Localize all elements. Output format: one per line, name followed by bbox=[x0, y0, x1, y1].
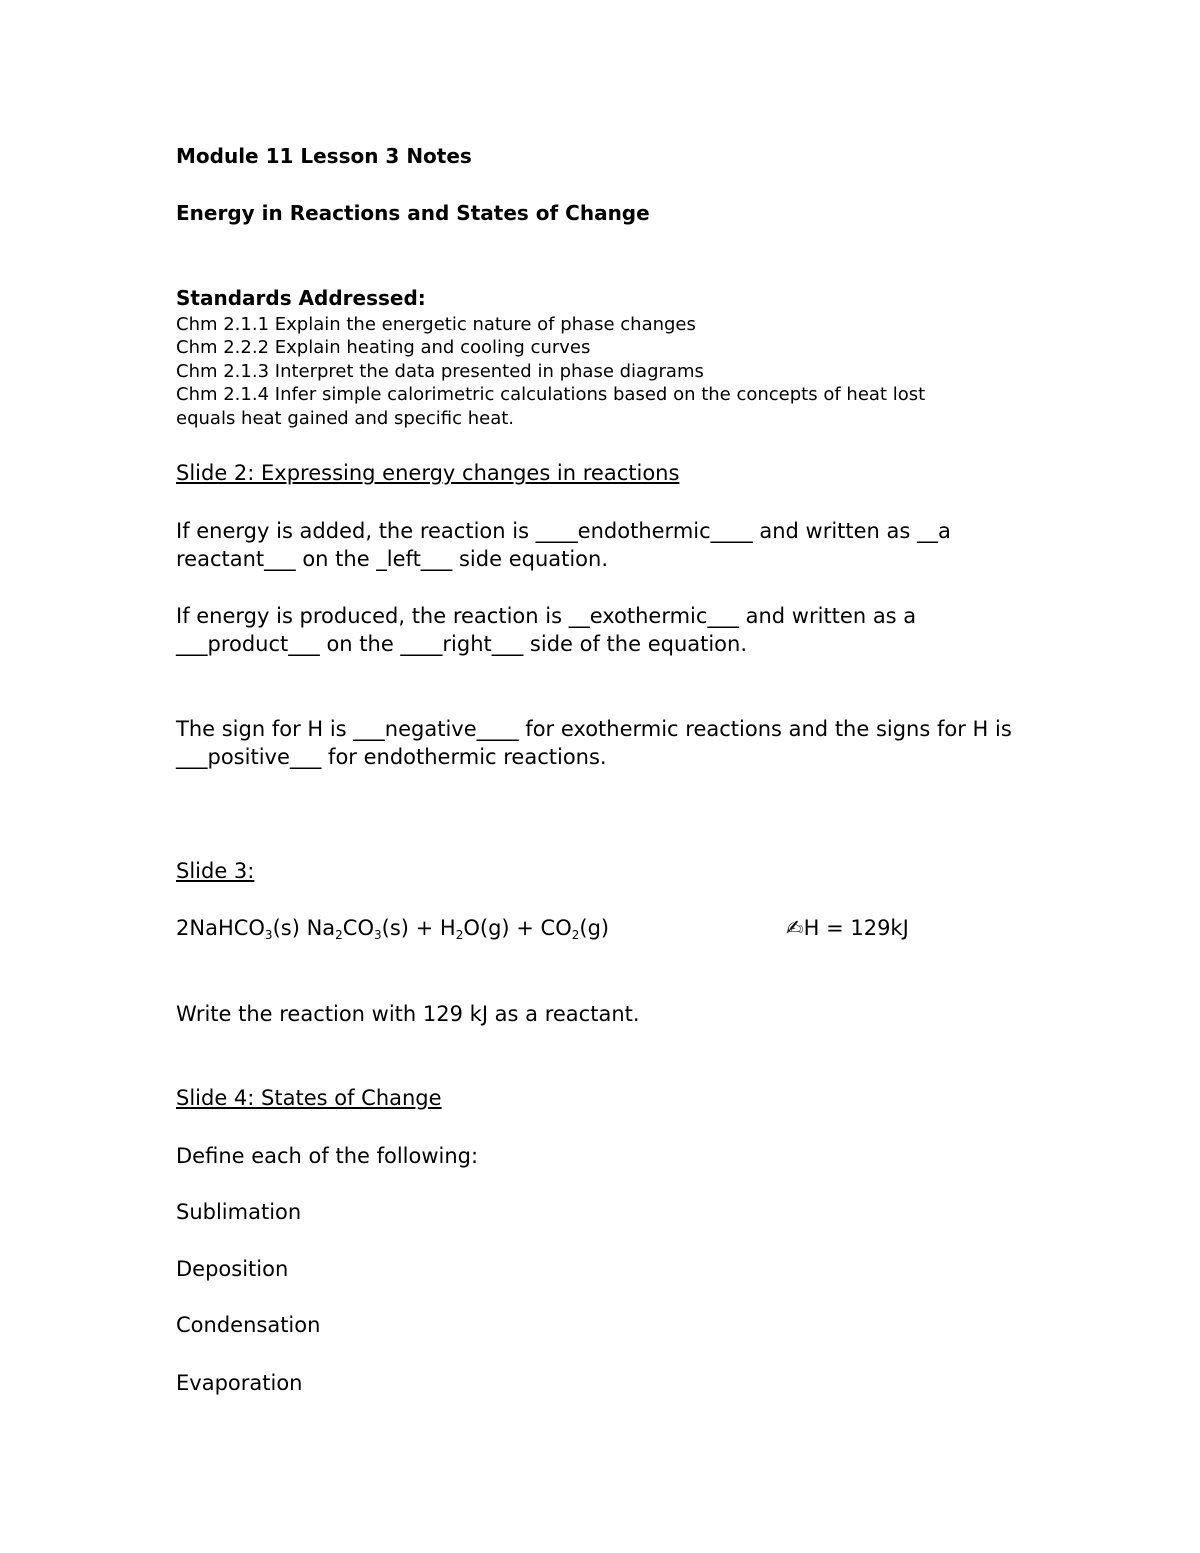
delta-symbol-icon: ✍ bbox=[786, 916, 804, 940]
slide2-paragraph-line: If energy is added, the reaction is ____endothermic____ and written as __a bbox=[176, 519, 951, 543]
eq-text: (g) bbox=[579, 916, 610, 940]
enthalpy-text: H = 129kJ bbox=[803, 916, 909, 940]
slide3-heading: Slide 3: bbox=[176, 859, 255, 883]
eq-subscript: 3 bbox=[374, 928, 382, 942]
eq-subscript: 2 bbox=[571, 928, 580, 942]
eq-text: (s) + H bbox=[381, 916, 456, 940]
eq-text: (s) bbox=[272, 916, 300, 940]
eq-text: 2NaHCO bbox=[176, 916, 265, 940]
eq-subscript: 3 bbox=[264, 928, 273, 942]
slide2-paragraph-line: ___positive___ for endothermic reactions. bbox=[176, 745, 607, 769]
term-item: Deposition bbox=[176, 1257, 289, 1281]
eq-text: O(g) + CO bbox=[463, 916, 572, 940]
standard-item: Chm 2.1.4 Infer simple calorimetric calculations based on the concepts of heat lost bbox=[176, 384, 926, 405]
eq-subscript: 2 bbox=[455, 928, 464, 942]
slide4-prompt: Define each of the following: bbox=[176, 1144, 479, 1168]
eq-subscript: 2 bbox=[335, 928, 343, 942]
slide2-paragraph-line: The sign for H is ___negative____ for exothermic reactions and the signs for H is bbox=[176, 717, 1012, 741]
standard-item: Chm 2.2.2 Explain heating and cooling curves bbox=[176, 337, 591, 358]
slide2-paragraph-line: reactant___ on the _left___ side equation. bbox=[176, 547, 609, 571]
standard-item: Chm 2.1.1 Explain the energetic nature of phase changes bbox=[176, 314, 696, 335]
term-item: Evaporation bbox=[176, 1371, 303, 1395]
slide2-paragraph-line: ___product___ on the ____right___ side of the equation. bbox=[176, 632, 748, 656]
slide2-paragraph-line: If energy is produced, the reaction is __exothermic___ and written as a bbox=[176, 604, 917, 628]
document-title: Module 11 Lesson 3 Notes bbox=[176, 144, 472, 168]
eq-text: CO bbox=[342, 916, 374, 940]
slide4-heading: Slide 4: States of Change bbox=[176, 1086, 442, 1110]
slide3-prompt: Write the reaction with 129 kJ as a reactant. bbox=[176, 1002, 640, 1026]
enthalpy-value bbox=[786, 916, 909, 940]
term-item: Condensation bbox=[176, 1313, 321, 1337]
document-subtitle: Energy in Reactions and States of Change bbox=[176, 201, 650, 225]
chemical-equation bbox=[176, 916, 609, 940]
standard-item: Chm 2.1.3 Interpret the data presented in phase diagrams bbox=[176, 361, 704, 382]
standard-item: equals heat gained and specific heat. bbox=[176, 408, 515, 429]
standards-heading: Standards Addressed: bbox=[176, 286, 426, 310]
eq-text: Na bbox=[306, 916, 336, 940]
slide2-heading: Slide 2: Expressing energy changes in reactions bbox=[176, 461, 680, 485]
term-item: Sublimation bbox=[176, 1200, 302, 1224]
